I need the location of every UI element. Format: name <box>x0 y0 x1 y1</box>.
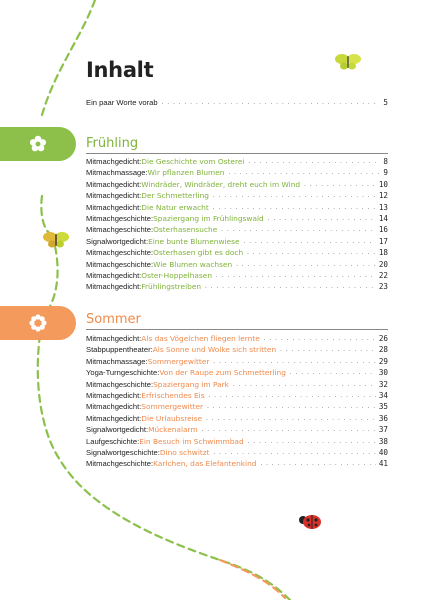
page-number: 18 <box>378 248 388 258</box>
page-number: 28 <box>378 345 388 355</box>
dashed-path <box>38 0 290 600</box>
entry-title: Sommergewitter <box>147 356 210 366</box>
entry-type: Mitmachgeschichte: <box>86 225 154 235</box>
page-number: 41 <box>378 459 388 469</box>
page-number: 35 <box>378 402 388 412</box>
page-number: 12 <box>378 191 388 201</box>
entry-title: Oster-Hoppelhasen <box>141 271 212 280</box>
section-title-fruehling: Frühling <box>86 136 139 151</box>
entry-type: Mitmachgedicht: <box>86 402 142 412</box>
page-number: 29 <box>378 356 388 366</box>
entry-title: Eine bunte Blumenwiese <box>148 236 240 246</box>
entry-title: Windräder, Windräder, dreht euch im Wind <box>141 179 301 189</box>
toc-entry[interactable] <box>86 236 388 247</box>
entry-type: Mitmachgeschichte: <box>86 248 154 258</box>
toc-entry[interactable] <box>86 259 388 270</box>
dashed-path-end <box>220 560 285 598</box>
entry-type: Signalwortgeschichte: <box>86 448 160 457</box>
entry-title: Die Natur erwacht <box>141 202 209 212</box>
entry-type: Mitmachmassage: <box>86 356 148 366</box>
toc-entry[interactable] <box>86 333 388 344</box>
entry-title: Die Urlaubsreise <box>141 413 203 423</box>
entry-title: Der Schmetterling <box>141 191 209 201</box>
entry-type: Mitmachmassage: <box>86 168 148 178</box>
dot-leader <box>209 391 376 401</box>
toc-entry[interactable] <box>86 213 388 224</box>
dot-leader <box>213 203 376 213</box>
entry-type: Mitmachgedicht: <box>86 157 142 166</box>
entry-title: Dino schwitzt <box>159 448 210 457</box>
entry-type: Mitmachgedicht: <box>86 391 142 400</box>
dot-leader <box>247 248 376 258</box>
dot-leader <box>248 157 380 167</box>
toc-entry[interactable] <box>86 247 388 258</box>
flower-icon <box>28 134 48 154</box>
butterfly-icon <box>43 232 69 248</box>
page-number: 30 <box>378 368 388 378</box>
section-divider <box>86 153 388 154</box>
toc-entry[interactable] <box>86 344 388 355</box>
dot-leader <box>162 98 381 108</box>
dot-leader <box>260 459 375 469</box>
toc-entry[interactable] <box>86 436 388 447</box>
page-number: 5 <box>383 98 388 107</box>
dot-leader <box>244 237 376 247</box>
dot-leader <box>202 425 376 435</box>
dot-leader <box>268 214 376 224</box>
dot-leader <box>236 260 376 270</box>
entry-title: Wir pflanzen Blumen <box>147 168 225 178</box>
section-tab-sommer <box>0 306 76 340</box>
entry-type: Signalwortgedicht: <box>86 236 149 246</box>
page-number: 40 <box>378 448 388 457</box>
page-number: 16 <box>378 225 388 235</box>
entry-title: Von der Raupe zum Schmetterling <box>159 368 286 378</box>
entry-title: Frühlingstreiben <box>141 282 202 292</box>
entry-title: Die Geschichte vom Osterei <box>141 157 245 166</box>
entry-title: Karlchen, das Elefantenkind <box>153 459 257 469</box>
sun-icon <box>28 313 48 333</box>
entry-type: Mitmachgedicht: <box>86 282 142 292</box>
toc-entry[interactable] <box>86 413 388 424</box>
toc-entry[interactable] <box>86 367 388 378</box>
section-divider <box>86 329 388 330</box>
toc-intro-entry[interactable] <box>86 97 388 108</box>
entry-title: Mückenalarm <box>148 425 198 435</box>
toc-entry[interactable] <box>86 390 388 401</box>
page-number: 9 <box>383 168 388 178</box>
entry-title: Ein Besuch im Schwimmbad <box>139 436 244 446</box>
entry-type: Mitmachgeschichte: <box>86 459 154 469</box>
entry-type: Mitmachgeschichte: <box>86 379 154 389</box>
page-number: 36 <box>378 413 388 423</box>
entry-type: Stabpuppentheater: <box>86 345 153 355</box>
toc-entry[interactable] <box>86 458 388 469</box>
entry-type: Laufgeschichte: <box>86 436 140 446</box>
page-number: 37 <box>378 425 388 435</box>
toc-entry[interactable] <box>86 190 388 201</box>
dot-leader <box>264 334 376 344</box>
section-title-sommer: Sommer <box>86 312 141 327</box>
entry-type: Yoga-Turngeschichte: <box>86 368 160 378</box>
entry-title: Ein paar Worte vorab <box>86 98 158 107</box>
entry-title: Spaziergang im Park <box>153 379 229 389</box>
page-number: 8 <box>383 157 388 166</box>
dot-leader <box>228 168 380 178</box>
dot-leader <box>233 380 376 390</box>
entry-type: Mitmachgedicht: <box>86 413 142 423</box>
page-number: 17 <box>378 236 388 246</box>
dot-leader <box>248 437 376 447</box>
section-tab-fruehling <box>0 127 76 161</box>
entry-type: Signalwortgedicht: <box>86 425 149 435</box>
page-title: Inhalt <box>86 58 154 82</box>
entry-title: Spaziergang im Frühlingswald <box>153 214 264 223</box>
page-number: 23 <box>378 282 388 292</box>
entry-title: Erfrischendes Eis <box>141 391 205 400</box>
entry-type: Mitmachgedicht: <box>86 202 142 212</box>
dot-leader <box>207 402 376 412</box>
toc-entry[interactable] <box>86 356 388 367</box>
dot-leader <box>304 180 376 190</box>
entry-title: Als Sonne und Wolke sich stritten <box>152 345 277 355</box>
toc-entry[interactable] <box>86 281 388 292</box>
entry-title: Als das Vögelchen fliegen lernte <box>141 334 260 343</box>
dot-leader <box>206 414 376 424</box>
entry-type: Mitmachgedicht: <box>86 191 142 201</box>
dot-leader <box>213 357 375 367</box>
toc-entry[interactable] <box>86 270 388 281</box>
toc-entry[interactable] <box>86 202 388 213</box>
page-number: 13 <box>378 202 388 212</box>
toc-entry[interactable] <box>86 179 388 190</box>
entry-title: Osterhasen gibt es doch <box>153 248 244 258</box>
entry-type: Mitmachgeschichte: <box>86 214 154 223</box>
dot-leader <box>280 345 376 355</box>
entry-type: Mitmachgedicht: <box>86 334 142 343</box>
toc-entry[interactable] <box>86 424 388 435</box>
page-number: 20 <box>378 259 388 269</box>
dot-leader <box>216 271 376 281</box>
toc-entry[interactable] <box>86 156 388 167</box>
dot-leader <box>221 225 376 235</box>
dot-leader <box>290 368 376 378</box>
toc-entry[interactable] <box>86 447 388 458</box>
entry-type: Mitmachgedicht: <box>86 271 142 280</box>
page-number: 32 <box>378 379 388 389</box>
toc-entry[interactable] <box>86 224 388 235</box>
page-number: 38 <box>378 436 388 446</box>
entry-type: Mitmachgedicht: <box>86 179 142 189</box>
dot-leader <box>214 448 376 458</box>
entry-title: Osterhasensuche <box>153 225 218 235</box>
page-number: 10 <box>378 179 388 189</box>
entry-title: Wie Blumen wachsen <box>153 259 233 269</box>
page-number: 22 <box>378 271 388 280</box>
toc-entry[interactable] <box>86 379 388 390</box>
ladybug-icon <box>299 515 321 529</box>
page-number: 34 <box>378 391 388 400</box>
dot-leader <box>213 191 376 201</box>
toc-entry[interactable] <box>86 167 388 178</box>
entry-type: Mitmachgeschichte: <box>86 259 154 269</box>
page-number: 14 <box>378 214 388 223</box>
page-number: 26 <box>378 334 388 343</box>
butterfly-icon <box>335 54 361 70</box>
dot-leader <box>205 282 376 292</box>
entry-title: Sommergewitter <box>141 402 204 412</box>
toc-entry[interactable] <box>86 401 388 412</box>
